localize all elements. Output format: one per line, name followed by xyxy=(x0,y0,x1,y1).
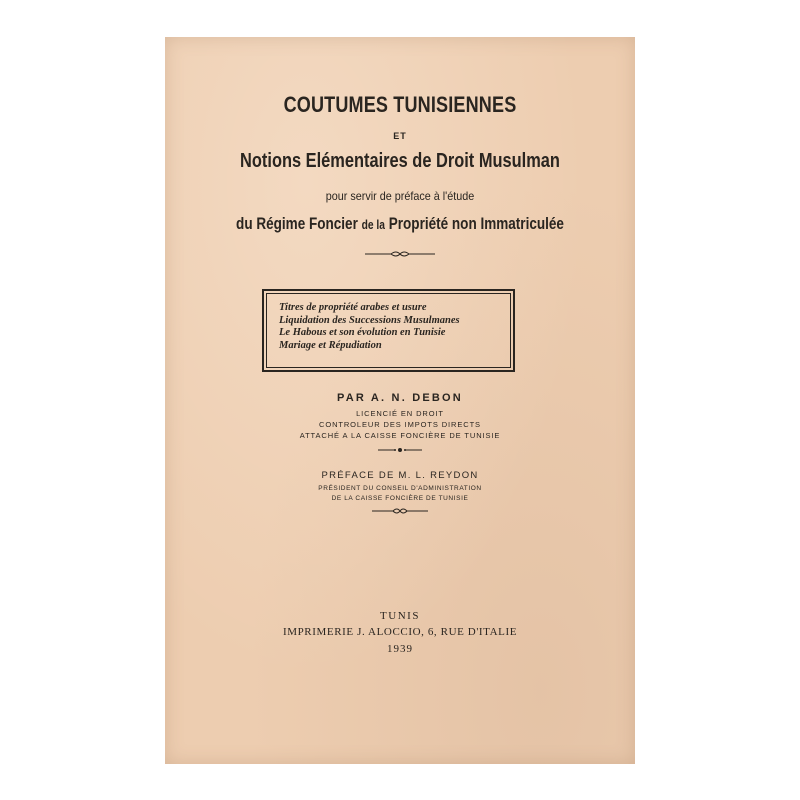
author-line: PAR A. N. DEBON xyxy=(337,392,463,404)
topics-frame xyxy=(262,289,515,372)
regime-line xyxy=(207,215,592,234)
ornament-divider-1 xyxy=(165,250,635,258)
publisher-city: TUNIS xyxy=(380,610,420,622)
ornament-divider-3 xyxy=(165,507,635,515)
subtitle: Notions Elémentaires de Droit Musulman xyxy=(240,150,560,172)
topic-line: Titres de propriété arabes et usure xyxy=(279,302,427,313)
regime-part-1: du Régime Foncier xyxy=(236,215,358,233)
author-credential: CONTROLEUR DES IMPOTS DIRECTS xyxy=(319,420,481,429)
preface-credential: DE LA CAISSE FONCIÈRE DE TUNISIE xyxy=(331,495,469,502)
topic-line: Le Habous et son évolution en Tunisie xyxy=(279,327,446,338)
preface-credential: PRÉSIDENT DU CONSEIL D'ADMINISTRATION xyxy=(318,485,482,492)
author-credential: ATTACHÉ A LA CAISSE FONCIÈRE DE TUNISIE xyxy=(299,431,501,440)
preface-by: PRÉFACE DE M. L. REYDON xyxy=(321,470,479,481)
topic-line: Liquidation des Successions Musulmanes xyxy=(279,314,460,326)
author-credential: LICENCIÉ EN DROIT xyxy=(356,409,444,418)
preface-line: pour servir de préface à l'étude xyxy=(325,189,475,203)
ornament-divider-2 xyxy=(165,446,635,454)
printer-line: IMPRIMERIE J. ALOCCIO, 6, RUE D'ITALIE xyxy=(282,626,518,638)
book-cover xyxy=(165,37,635,764)
title-conjunction: ET xyxy=(393,131,407,141)
regime-part-3: Propriété non Immatriculée xyxy=(388,215,564,233)
topic-line: Mariage et Répudiation xyxy=(279,339,382,351)
publication-year: 1939 xyxy=(387,643,413,655)
regime-part-2: de la xyxy=(361,218,385,232)
main-title: COUTUMES TUNISIENNES xyxy=(283,92,517,117)
